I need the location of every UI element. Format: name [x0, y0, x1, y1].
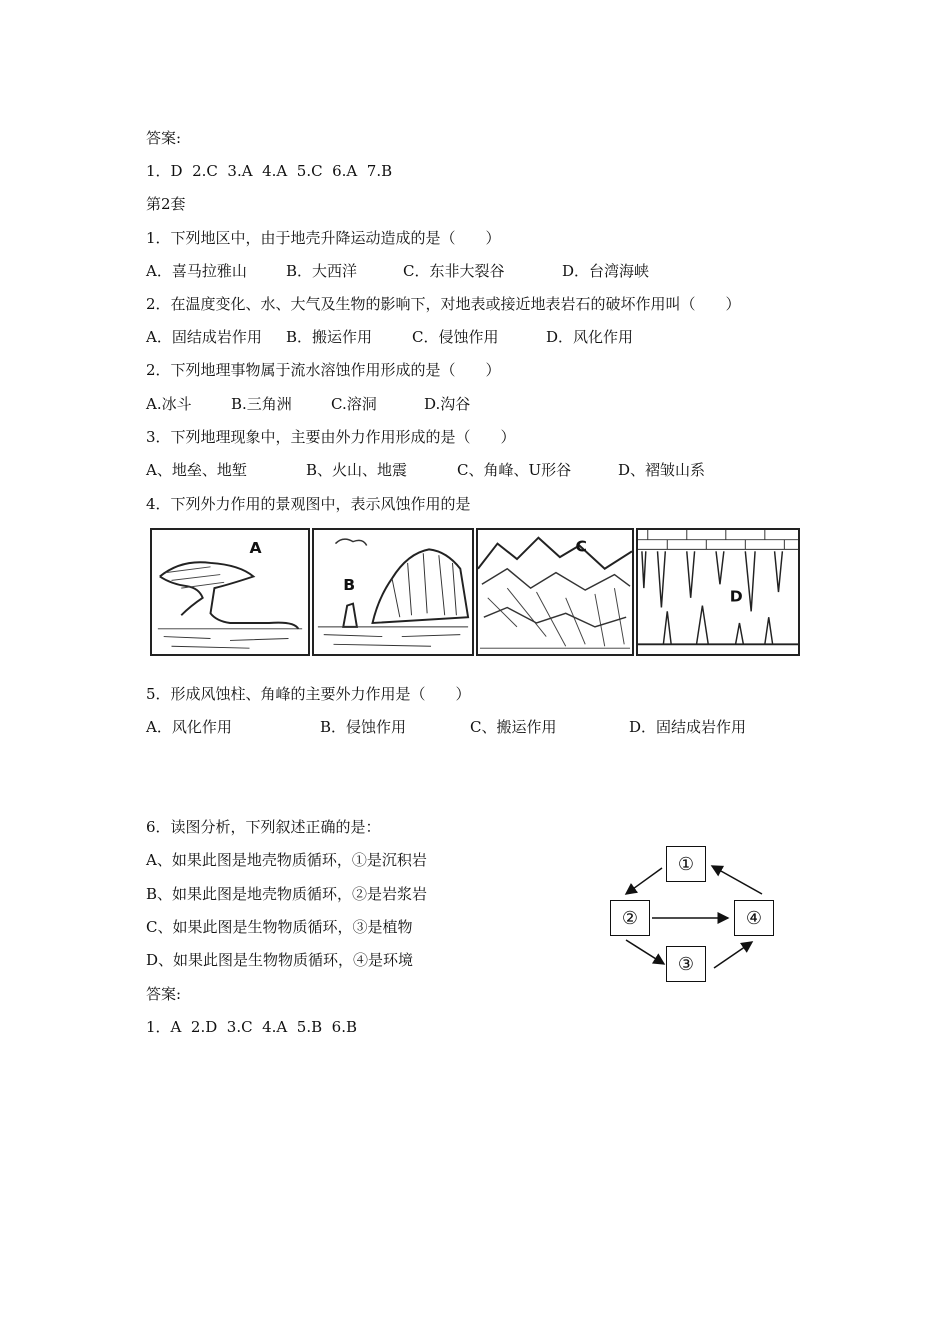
question-1-option-a: A．喜马拉雅山 — [146, 262, 247, 280]
landscape-image-a — [150, 528, 310, 656]
cycle-diagram — [606, 842, 782, 988]
question-3-option-c: C、角峰、U形谷 — [457, 461, 572, 479]
image-label-a: A — [249, 539, 262, 558]
question-5-stem: 5．形成风蚀柱、角峰的主要外力作用是（ ） — [146, 685, 471, 703]
question-1-option-b: B．大西洋 — [286, 262, 358, 280]
question-2a-option-b: B．搬运作用 — [286, 328, 373, 346]
image-label-c: C — [575, 537, 587, 556]
diagram-node-3: ③ — [666, 946, 706, 982]
question-6-option-c: C、如果此图是生物物质循环，③是植物 — [146, 918, 413, 936]
answer-line-1: 1．D 2.C 3.A 4.A 5.C 6.A 7.B — [146, 162, 393, 180]
question-3-option-b: B、火山、地震 — [306, 461, 408, 479]
arrow-1-to-2 — [626, 868, 662, 894]
question-2b-option-a: A.冰斗 — [146, 395, 192, 413]
image-label-d: D — [729, 587, 743, 606]
arrow-2-to-3 — [626, 940, 664, 964]
question-4-stem: 4．下列外力作用的景观图中，表示风蚀作用的是 — [146, 495, 471, 513]
question-6-option-d: D、如果此图是生物物质循环，④是环境 — [146, 951, 414, 969]
question-3-stem: 3．下列地理现象中，主要由外力作用形成的是（ ） — [146, 428, 516, 446]
question-2b-option-b: B.三角洲 — [231, 395, 292, 413]
diagram-node-1: ① — [666, 846, 706, 882]
answer-line-2: 1．A 2.D 3.C 4.A 5.B 6.B — [146, 1018, 357, 1036]
question-2b-option-d: D.沟谷 — [424, 395, 471, 413]
answer-label-1: 答案: — [146, 129, 182, 147]
diagram-node-2: ② — [610, 900, 650, 936]
landscape-image-c — [476, 528, 634, 656]
question-5-option-a: A．风化作用 — [146, 718, 232, 736]
diagram-node-4: ④ — [734, 900, 774, 936]
landscape-image-b — [312, 528, 474, 656]
question-5-option-d: D．固结成岩作用 — [629, 718, 747, 736]
question-2a-stem: 2．在温度变化、水、大气及生物的影响下，对地表或接近地表岩石的破坏作用叫（ ） — [146, 295, 741, 313]
set-title: 第2套 — [146, 195, 186, 213]
image-label-b: B — [343, 576, 356, 595]
question-2a-option-c: C．侵蚀作用 — [412, 328, 499, 346]
question-2b-option-c: C.溶洞 — [331, 395, 377, 413]
question-5-option-b: B．侵蚀作用 — [320, 718, 407, 736]
question-2a-option-a: A．固结成岩作用 — [146, 328, 262, 346]
landscape-image-d — [636, 528, 800, 656]
question-5-option-c: C、搬运作用 — [470, 718, 557, 736]
question-6-option-a: A、如果此图是地壳物质循环，①是沉积岩 — [146, 851, 427, 869]
question-6-stem: 6．读图分析，下列叙述正确的是： — [146, 818, 381, 836]
arrow-4-to-1 — [712, 866, 762, 894]
question-2a-option-d: D．风化作用 — [546, 328, 634, 346]
question-3-option-d: D、褶皱山系 — [618, 461, 706, 479]
question-2b-stem: 2．下列地理事物属于流水溶蚀作用形成的是（ ） — [146, 361, 501, 379]
question-1-stem: 1．下列地区中，由于地壳升降运动造成的是（ ） — [146, 229, 501, 247]
question-1-option-d: D．台湾海峡 — [562, 262, 650, 280]
arrow-3-to-4 — [714, 942, 752, 968]
question-1-option-c: C．东非大裂谷 — [403, 262, 505, 280]
question-3-option-a: A、地垒、地堑 — [146, 461, 247, 479]
answer-label-2: 答案: — [146, 985, 182, 1003]
question-6-option-b: B、如果此图是地壳物质循环，②是岩浆岩 — [146, 885, 428, 903]
